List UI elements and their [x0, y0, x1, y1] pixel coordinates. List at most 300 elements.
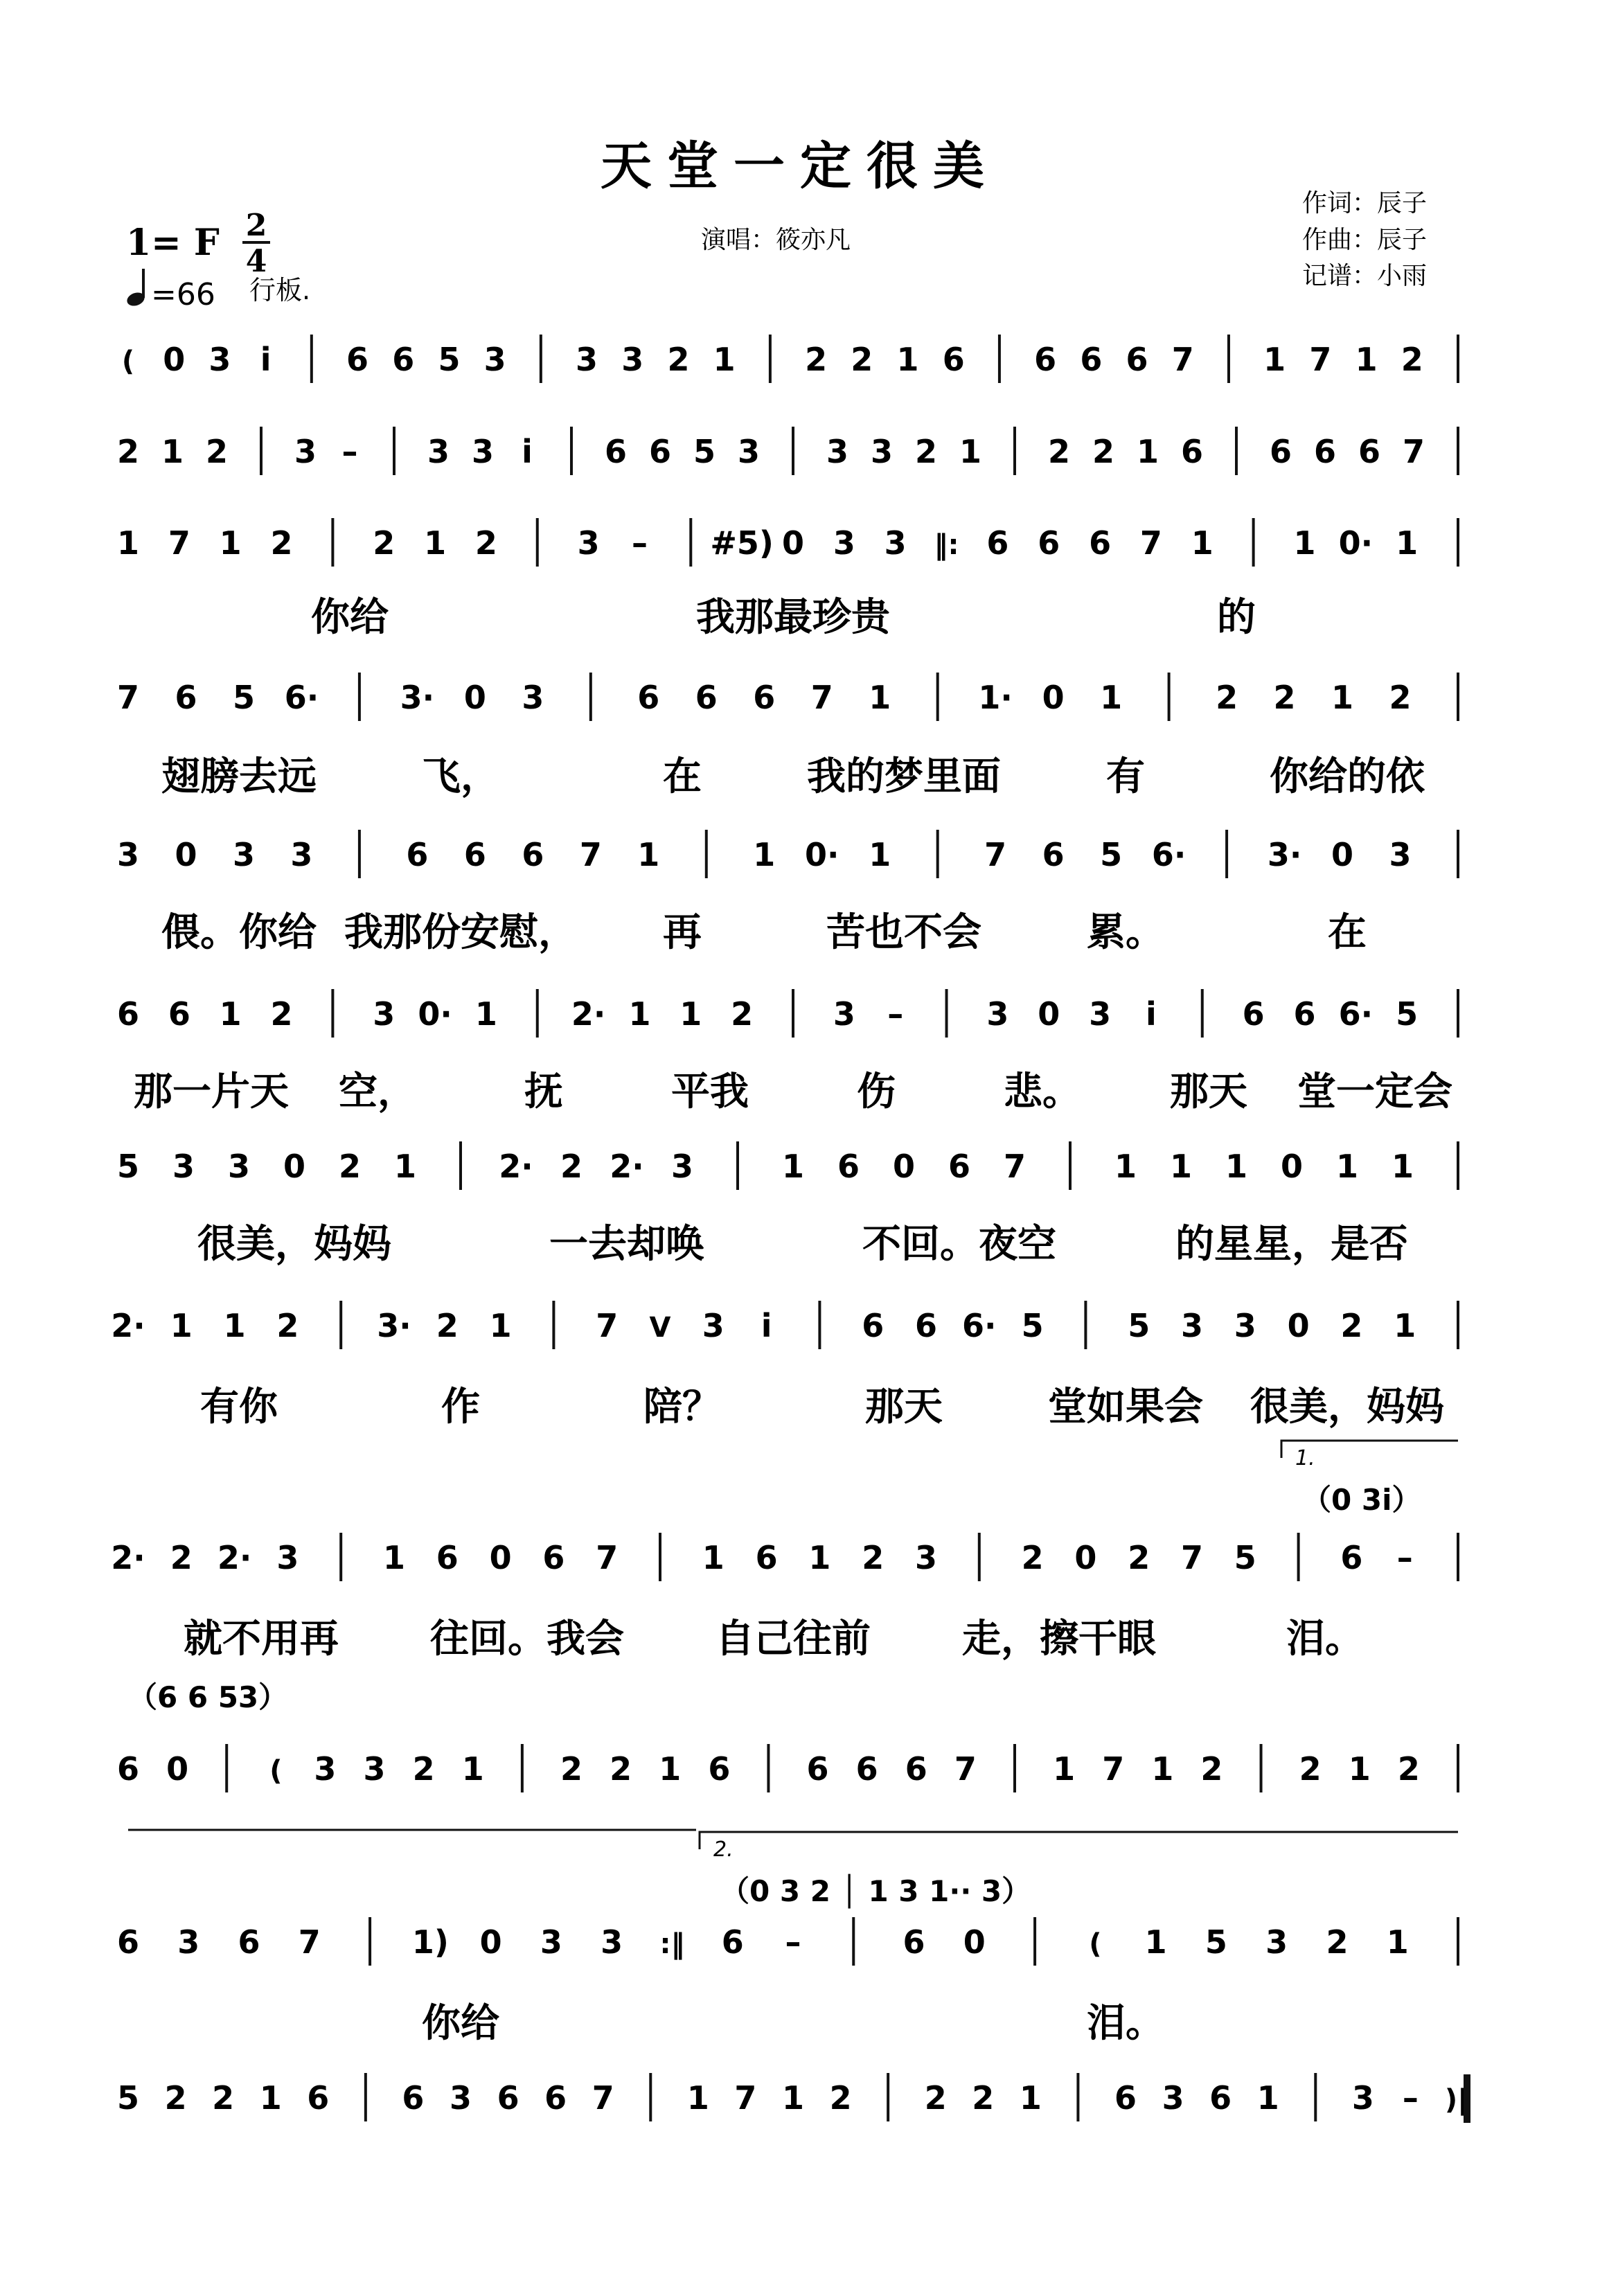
- note: 6: [1080, 341, 1103, 378]
- lyric-phrase: 就不用再: [184, 1616, 339, 1662]
- note: 0: [1331, 836, 1354, 873]
- notation-system: [117, 518, 1458, 640]
- note: 2: [862, 1539, 885, 1576]
- note: 6: [942, 341, 965, 378]
- note: 1: [474, 995, 497, 1033]
- notation-system: [111, 1441, 1458, 1662]
- note: 7: [810, 679, 833, 716]
- time-signature-top: 2: [245, 208, 267, 243]
- note: 2: [924, 2079, 947, 2117]
- note: 1: [869, 679, 891, 716]
- note: 5: [116, 2079, 140, 2117]
- note: 1: [753, 836, 776, 873]
- note: 2: [373, 524, 395, 562]
- note: 1: [1396, 524, 1419, 562]
- note: 2: [560, 1148, 583, 1185]
- note: 6: [1293, 995, 1316, 1033]
- note: 1: [628, 995, 651, 1033]
- lyric-phrase: 悲。: [1004, 1069, 1081, 1114]
- note: 5: [1021, 1307, 1044, 1344]
- note: 3: [276, 1539, 299, 1576]
- note: 0: [1074, 1539, 1097, 1576]
- note: 6: [1114, 2079, 1137, 2117]
- lyric-phrase: 那一片天: [134, 1069, 289, 1114]
- notation-system: [117, 830, 1458, 955]
- note: 0·: [418, 995, 452, 1033]
- note: 6: [544, 2079, 567, 2117]
- repeat-barline: :‖: [659, 1928, 685, 1960]
- note: 0: [1287, 1307, 1310, 1344]
- note: i: [1146, 995, 1157, 1033]
- note: 6: [695, 679, 718, 716]
- repeat-barline: )‖: [1444, 2084, 1472, 2116]
- note: 2: [1389, 679, 1412, 716]
- note: 2: [914, 433, 938, 470]
- note: 3·: [377, 1307, 411, 1344]
- song-title: 天堂一定很美: [601, 136, 999, 196]
- notation-system: [117, 673, 1458, 799]
- note: 7: [596, 1307, 619, 1344]
- transcriber-credit: 记谱：小雨: [1302, 262, 1428, 290]
- note: 6: [1209, 2079, 1232, 2117]
- note: 6: [1269, 433, 1292, 470]
- note: 2: [667, 341, 690, 378]
- note: –: [1402, 2079, 1419, 2117]
- note: 7: [984, 836, 1007, 873]
- note: 1: [959, 433, 982, 470]
- note: 2: [805, 341, 828, 378]
- note: (: [121, 346, 135, 377]
- note: 6·: [1151, 836, 1186, 873]
- note: 7: [1180, 1539, 1204, 1576]
- note: 6: [116, 995, 140, 1033]
- note: 0: [1042, 679, 1065, 716]
- note: 3: [833, 995, 855, 1033]
- note: 6: [168, 995, 190, 1033]
- note: 7: [298, 1923, 321, 1961]
- note: 3: [884, 524, 907, 562]
- quarter-note-icon: [125, 269, 147, 308]
- note: 0: [1038, 995, 1060, 1033]
- note: 0: [175, 836, 197, 873]
- note: 1: [424, 524, 447, 562]
- note: 3: [670, 1148, 694, 1185]
- note: 6: [903, 1923, 925, 1961]
- note: 3·: [400, 679, 435, 716]
- note: 3·: [1267, 836, 1302, 873]
- note: 0: [892, 1148, 916, 1185]
- note: 2·: [111, 1539, 145, 1576]
- note: 1: [1053, 1750, 1076, 1788]
- note: 1: [1256, 2079, 1279, 2117]
- note: 3: [833, 524, 855, 562]
- time-signature-bottom: 4: [245, 244, 267, 279]
- note: 3: [363, 1750, 386, 1788]
- note: 6: [755, 1539, 778, 1576]
- note: 3: [522, 679, 544, 716]
- note: 7: [1171, 341, 1194, 378]
- note: 3: [290, 836, 313, 873]
- intro-cue: （6 6 53）: [128, 1680, 288, 1714]
- note: 3: [737, 433, 761, 470]
- note: 2: [829, 2079, 852, 2117]
- note: 1: [1100, 679, 1123, 716]
- note: 3: [601, 1923, 623, 1961]
- note: i: [522, 433, 533, 470]
- note: 2: [412, 1750, 435, 1788]
- note: 1: [393, 1148, 417, 1185]
- note: 6: [1358, 433, 1381, 470]
- note: 1·: [978, 679, 1013, 716]
- lyric-phrase: 堂一定会: [1297, 1069, 1452, 1114]
- note: 6: [806, 1750, 829, 1788]
- note: 3: [1234, 1307, 1256, 1344]
- lyric-phrase: 飞，: [422, 754, 499, 799]
- lyric-phrase: 泪。: [1286, 1616, 1364, 1662]
- note: 6: [1180, 433, 1204, 470]
- note: 2: [436, 1307, 459, 1344]
- note: 6: [402, 2079, 425, 2117]
- score-header: [125, 136, 1427, 312]
- note: 6: [1038, 524, 1060, 562]
- note: 1: [489, 1307, 512, 1344]
- note: 6: [837, 1148, 860, 1185]
- note: 0: [479, 1923, 502, 1961]
- note: 6: [708, 1750, 731, 1788]
- note: 1: [382, 1539, 406, 1576]
- note: 2: [170, 1539, 193, 1576]
- repeat-barline: ‖:: [934, 529, 959, 561]
- note: 7: [734, 2079, 757, 2117]
- tempo-term: 行板.: [249, 275, 311, 305]
- note: 1: [1144, 1923, 1167, 1961]
- lyric-phrase: 那天: [865, 1384, 943, 1430]
- note: 6: [463, 836, 486, 873]
- composer-credit: 作曲：辰子: [1302, 226, 1428, 254]
- note: 2: [1047, 433, 1071, 470]
- note: 2: [1273, 679, 1296, 716]
- note: 3: [540, 1923, 562, 1961]
- lyricist-credit: 作词：辰子: [1302, 189, 1428, 217]
- note: 2: [560, 1750, 583, 1788]
- note: 6: [436, 1539, 459, 1576]
- score-systems: [111, 335, 1471, 2123]
- lyric-phrase: 走，擦干眼: [962, 1616, 1156, 1662]
- ending-cue: （0 3 2 │ 1 3 1·· 3）: [720, 1874, 1031, 1908]
- note: 1: [637, 836, 660, 873]
- note: 0: [1280, 1148, 1304, 1185]
- note: 2·: [499, 1148, 533, 1185]
- note: 7: [596, 1539, 619, 1576]
- lyric-phrase: 翅膀去远: [161, 754, 317, 799]
- note: 0: [283, 1148, 306, 1185]
- note: 6: [604, 433, 628, 470]
- note: 1: [1263, 341, 1286, 378]
- note: 1: [1293, 524, 1316, 562]
- lyric-phrase: 作: [441, 1384, 480, 1430]
- note: –: [785, 1923, 801, 1961]
- note: 3: [1351, 2079, 1374, 2117]
- note: 3: [172, 1148, 195, 1185]
- note: 3: [232, 836, 255, 873]
- note: 6: [307, 2079, 330, 2117]
- note: –: [341, 433, 358, 470]
- volta-label: 2.: [713, 1837, 734, 1862]
- note: 3: [471, 433, 495, 470]
- lyric-phrase: 抚: [524, 1069, 563, 1114]
- note: 6: [914, 1307, 938, 1344]
- notation-system: [117, 989, 1458, 1114]
- note: 1: [259, 2079, 282, 2117]
- note: 2: [610, 1750, 632, 1788]
- notation-system: [111, 1301, 1458, 1430]
- note: 1: [170, 1307, 193, 1344]
- note: –: [1396, 1539, 1413, 1576]
- note: 6: [1242, 995, 1265, 1033]
- lyric-phrase: 空，: [339, 1069, 416, 1114]
- note: 3: [621, 341, 644, 378]
- note: 2: [205, 433, 229, 470]
- note: –: [631, 524, 648, 562]
- note: 7: [1309, 341, 1332, 378]
- note: 3: [1265, 1923, 1288, 1961]
- note: 0: [163, 341, 186, 378]
- lyric-phrase: 我那份安慰，: [344, 909, 577, 955]
- notation-system: [117, 2073, 1471, 2121]
- note: 6: [1034, 341, 1057, 378]
- note: 1): [411, 1923, 449, 1961]
- note: 6: [948, 1148, 971, 1185]
- note: 5: [1128, 1307, 1150, 1344]
- lyric-phrase: 你给的依: [1270, 754, 1425, 799]
- note: 2: [1200, 1750, 1223, 1788]
- note: 6: [346, 341, 369, 378]
- note: 6: [721, 1923, 744, 1961]
- note: 3: [483, 341, 506, 378]
- lyric-phrase: 往回。我会: [430, 1616, 624, 1662]
- note: 1: [896, 341, 919, 378]
- note: 5: [1234, 1539, 1256, 1576]
- lyric-phrase: 你给: [311, 594, 389, 640]
- volta-label: 1.: [1295, 1446, 1315, 1470]
- note: 3: [294, 433, 317, 470]
- note: 3: [986, 995, 1009, 1033]
- note: 1: [1331, 679, 1354, 716]
- note: 2: [164, 2079, 187, 2117]
- note: 2: [1340, 1307, 1363, 1344]
- note: 2·: [111, 1307, 145, 1344]
- notation-system: [117, 1832, 1458, 2046]
- note: 2: [270, 524, 293, 562]
- note: 1: [1335, 1148, 1359, 1185]
- note: 2: [1092, 433, 1115, 470]
- note: 6·: [1338, 995, 1374, 1033]
- lyric-phrase: 偎。你给: [161, 909, 317, 955]
- note: 3: [314, 1750, 337, 1788]
- note: 1: [702, 1539, 725, 1576]
- note: 2: [1397, 1750, 1420, 1788]
- lyric-phrase: 有你: [200, 1384, 278, 1430]
- note: 2: [972, 2079, 995, 2117]
- note: 5: [1396, 995, 1419, 1033]
- lyric-phrase: 平我: [671, 1069, 749, 1114]
- lyric-phrase: 一去却唤: [549, 1221, 704, 1267]
- note: 2: [212, 2079, 235, 2117]
- note: 6·: [284, 679, 319, 716]
- note: 3: [914, 1539, 938, 1576]
- note: 7: [579, 836, 602, 873]
- note: 1: [679, 995, 702, 1033]
- note: 6: [637, 679, 660, 716]
- note: 6: [1042, 836, 1065, 873]
- note: 7: [954, 1750, 977, 1788]
- note: 1: [869, 836, 891, 873]
- note: 2: [276, 1307, 299, 1344]
- note: 2: [851, 341, 873, 378]
- note: 2: [116, 433, 140, 470]
- notation-system: [117, 1680, 1458, 1792]
- note: (: [269, 1755, 283, 1787]
- note: 3: [177, 1923, 200, 1961]
- note: 3: [227, 1148, 251, 1185]
- note: 3: [1389, 836, 1412, 873]
- note: 1: [1191, 524, 1214, 562]
- singer-credit: 演唱：筱亦凡: [700, 226, 851, 254]
- lyric-phrase: 泪。: [1087, 2000, 1164, 2046]
- note: 1: [1386, 1923, 1409, 1961]
- note: 7: [168, 524, 190, 562]
- note: 5: [1100, 836, 1123, 873]
- note: 1: [1151, 1750, 1174, 1788]
- note: 1: [219, 524, 242, 562]
- note: 5: [1205, 1923, 1227, 1961]
- notation-system: [122, 335, 1458, 383]
- note: 3: [870, 433, 894, 470]
- lyric-phrase: 不回。夜空: [862, 1221, 1056, 1267]
- note: 1: [781, 1148, 805, 1185]
- note: 3: [427, 433, 450, 470]
- note: 6: [238, 1923, 260, 1961]
- note: V: [649, 1312, 671, 1344]
- volta-bracket: [700, 1832, 1458, 1849]
- note: 0: [489, 1539, 512, 1576]
- lyric-phrase: 的星星，是否: [1175, 1221, 1408, 1267]
- note: 1: [116, 524, 140, 562]
- note: 1: [1114, 1148, 1137, 1185]
- note: 6: [986, 524, 1009, 562]
- note: 2·: [217, 1539, 252, 1576]
- note: 3: [702, 1307, 725, 1344]
- note: 1: [1348, 1750, 1371, 1788]
- note: 1: [1394, 1307, 1416, 1344]
- note: 2: [474, 524, 497, 562]
- note: 7: [116, 679, 140, 716]
- notation-system: [117, 1141, 1458, 1267]
- note: 6: [1313, 433, 1337, 470]
- note: 1: [1391, 1148, 1414, 1185]
- note: 6: [1340, 1539, 1363, 1576]
- note: 5: [116, 1148, 140, 1185]
- lyric-phrase: 很美，妈妈: [1250, 1384, 1444, 1430]
- note: 6: [522, 836, 544, 873]
- lyric-phrase: 我那最珍贵: [696, 594, 890, 640]
- note: 2·: [571, 995, 606, 1033]
- lyric-phrase: 那天: [1170, 1069, 1247, 1114]
- note: 6·: [962, 1307, 997, 1344]
- lyric-phrase: 再: [663, 909, 702, 955]
- lyric-phrase: 自己往前: [715, 1616, 871, 1662]
- note: 1: [713, 341, 736, 378]
- note: 1: [659, 1750, 682, 1788]
- note: 6: [392, 341, 415, 378]
- note: 3: [1089, 995, 1112, 1033]
- note: 3: [576, 341, 598, 378]
- note: 6: [862, 1307, 885, 1344]
- note: #5): [710, 524, 774, 562]
- note: i: [260, 341, 272, 378]
- note: 1: [1169, 1148, 1193, 1185]
- note: –: [887, 995, 904, 1033]
- note: 3: [449, 2079, 472, 2117]
- note: 5: [438, 341, 461, 378]
- note: 1: [219, 995, 242, 1033]
- note: 1: [461, 1750, 484, 1788]
- note: 6: [116, 1923, 140, 1961]
- note: 0: [463, 679, 486, 716]
- note: 7: [1102, 1750, 1125, 1788]
- note: 6: [905, 1750, 927, 1788]
- note: 2: [338, 1148, 362, 1185]
- note: 2: [1326, 1923, 1349, 1961]
- lyric-phrase: 堂如果会: [1048, 1384, 1203, 1430]
- lyric-phrase: 的: [1217, 594, 1256, 640]
- lyric-phrase: 苦也不会: [826, 909, 981, 955]
- note: 0·: [804, 836, 839, 873]
- note: 6: [175, 679, 197, 716]
- note: 2: [270, 995, 293, 1033]
- note: 7: [1003, 1148, 1026, 1185]
- note: 5: [693, 433, 716, 470]
- note: 3: [116, 836, 140, 873]
- note: 5: [232, 679, 255, 716]
- note: 6: [855, 1750, 878, 1788]
- note: 7: [592, 2079, 614, 2117]
- note: 2: [1401, 341, 1423, 378]
- note: 3: [1180, 1307, 1204, 1344]
- note: (: [1089, 1928, 1102, 1960]
- note: 7: [1139, 524, 1162, 562]
- note: 6: [542, 1539, 565, 1576]
- note: 0: [781, 524, 805, 562]
- note: 0: [166, 1750, 189, 1788]
- lyric-phrase: 很美，妈妈: [197, 1221, 391, 1267]
- note: 2: [1299, 1750, 1322, 1788]
- note: 1: [223, 1307, 246, 1344]
- note: 2: [731, 995, 754, 1033]
- note: 1: [781, 2079, 805, 2117]
- note: 6: [1089, 524, 1112, 562]
- note: 1: [1136, 433, 1159, 470]
- lyric-phrase: 在: [1328, 909, 1367, 955]
- note: 3: [826, 433, 849, 470]
- note: 2: [1128, 1539, 1150, 1576]
- lyric-phrase: 你给: [422, 2000, 499, 2046]
- note: 1: [686, 2079, 709, 2117]
- lyric-phrase: 有: [1106, 754, 1145, 799]
- note: 6: [1126, 341, 1148, 378]
- note: 1: [1225, 1148, 1248, 1185]
- note: 6: [497, 2079, 519, 2117]
